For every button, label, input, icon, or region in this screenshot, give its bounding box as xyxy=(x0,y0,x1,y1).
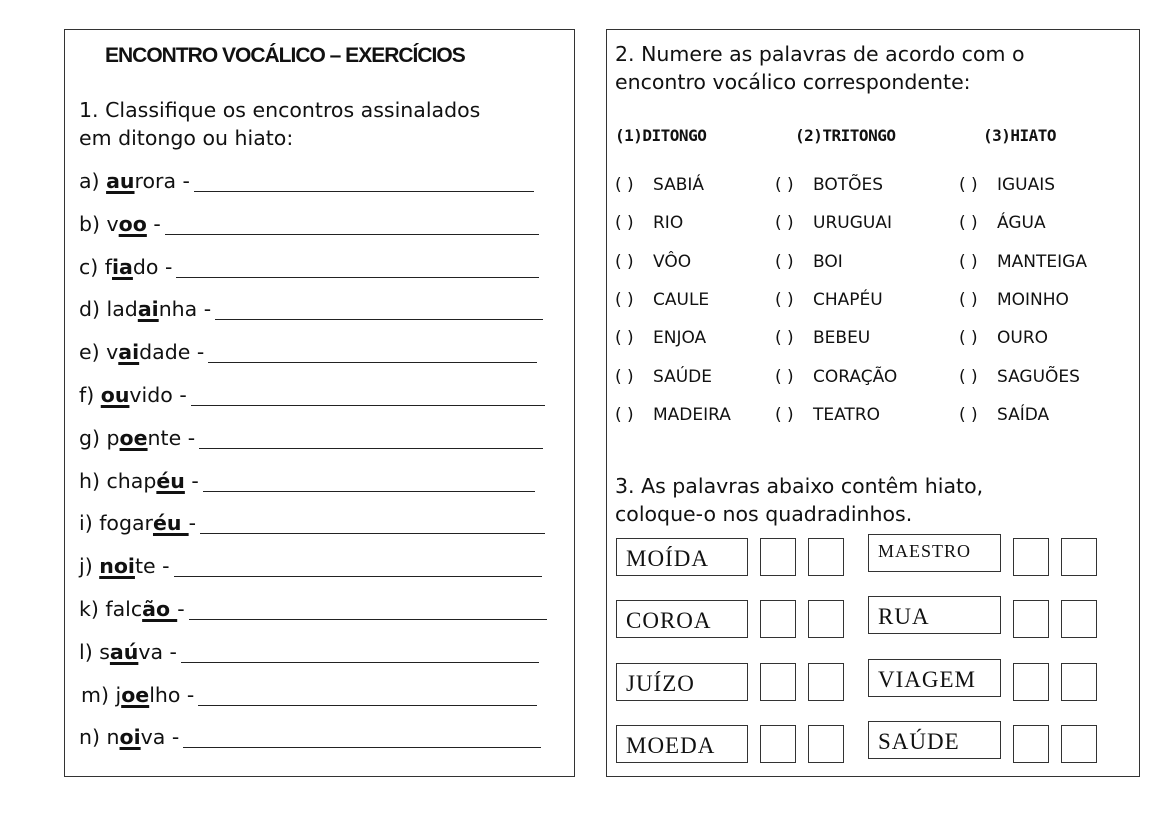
option-word: ÁGUA xyxy=(997,213,1046,234)
answer-line[interactable] xyxy=(194,191,534,192)
word-part: v xyxy=(106,211,119,236)
highlighted-vowel-group: ai xyxy=(137,297,159,322)
exercise-item xyxy=(79,340,569,370)
item-letter: d) xyxy=(79,297,107,322)
highlighted-vowel-group: au xyxy=(106,169,135,193)
word-part: j xyxy=(115,682,122,707)
option-item xyxy=(615,328,706,348)
highlighted-vowel-group: oo xyxy=(118,211,147,236)
item-letter: e) xyxy=(79,340,107,365)
word-part: te - xyxy=(134,554,170,579)
option-item xyxy=(775,213,892,233)
option-word: CORAÇÃO xyxy=(813,366,898,387)
exercise-word xyxy=(79,597,185,621)
exercise-item xyxy=(79,383,569,413)
category-ditongo: (1)DITONGO xyxy=(615,126,707,145)
option-item xyxy=(775,175,883,195)
option-word: VÔO xyxy=(653,251,692,272)
answer-blank[interactable]: ( ) xyxy=(959,366,978,387)
word-part: lad xyxy=(106,297,138,322)
highlighted-vowel-group: oe xyxy=(119,425,148,450)
highlighted-vowel-group: noi xyxy=(99,554,135,579)
word-part: va - xyxy=(140,725,180,750)
answer-line[interactable] xyxy=(174,576,542,577)
hiato-word-box: VIAGEM xyxy=(868,659,1001,697)
item-letter: k) xyxy=(79,597,106,621)
option-item xyxy=(615,175,704,195)
word-part: dade - xyxy=(139,340,205,365)
answer-blank[interactable]: ( ) xyxy=(775,289,794,310)
answer-square[interactable] xyxy=(760,600,796,638)
option-word: SABIÁ xyxy=(653,175,705,195)
exercise-word xyxy=(79,340,204,364)
word-part: lho - xyxy=(149,682,195,707)
option-word: BOTÕES xyxy=(813,175,884,195)
option-word: IGUAIS xyxy=(997,175,1056,195)
item-letter: c) xyxy=(79,254,105,279)
item-letter: i) xyxy=(79,511,100,536)
answer-line[interactable] xyxy=(208,362,537,363)
answer-line[interactable] xyxy=(176,277,539,278)
option-item xyxy=(959,175,1055,195)
item-letter: a) xyxy=(79,169,107,193)
item-letter: j) xyxy=(79,554,100,579)
option-item xyxy=(775,328,870,348)
highlighted-vowel-group: ão xyxy=(142,597,178,621)
answer-square[interactable] xyxy=(1061,538,1097,576)
word-part: falc xyxy=(105,597,143,621)
answer-blank[interactable]: ( ) xyxy=(615,289,634,310)
word-part: rora - xyxy=(134,169,190,193)
option-item xyxy=(615,367,712,387)
word-part: p xyxy=(106,425,120,450)
exercise-word xyxy=(79,554,170,578)
exercise-item xyxy=(79,640,569,670)
answer-blank[interactable]: ( ) xyxy=(959,404,978,425)
option-word: SAÚDE xyxy=(653,366,713,387)
word-part: n xyxy=(106,725,120,750)
answer-blank[interactable]: ( ) xyxy=(775,175,794,195)
answer-square[interactable] xyxy=(760,538,796,576)
answer-blank[interactable]: ( ) xyxy=(775,404,794,425)
category-hiato: (3)HIATO xyxy=(983,126,1057,145)
word-part: nha - xyxy=(158,297,212,322)
option-item xyxy=(775,290,883,310)
exercise-word xyxy=(79,383,187,407)
option-word: MANTEIGA xyxy=(997,251,1087,272)
exercise-item xyxy=(79,297,569,327)
highlighted-vowel-group: ia xyxy=(112,254,133,279)
answer-square[interactable] xyxy=(808,538,844,576)
answer-line[interactable] xyxy=(198,705,537,706)
option-item xyxy=(615,405,731,425)
word-part: - xyxy=(177,597,185,621)
hiato-word-box: JUÍZO xyxy=(616,663,748,701)
hiato-word-box: MOÍDA xyxy=(616,538,748,576)
answer-line[interactable] xyxy=(189,619,547,620)
option-word: URUGUAI xyxy=(813,213,892,234)
highlighted-vowel-group: éu xyxy=(156,468,185,493)
answer-blank[interactable]: ( ) xyxy=(775,213,794,234)
answer-blank[interactable]: ( ) xyxy=(775,328,794,349)
exercise-item xyxy=(79,597,569,627)
answer-blank[interactable]: ( ) xyxy=(959,175,978,195)
answer-square[interactable] xyxy=(808,663,844,701)
word-part: chap xyxy=(106,468,157,493)
exercise-word xyxy=(79,725,179,749)
exercise-word xyxy=(79,169,190,193)
answer-square[interactable] xyxy=(1013,663,1049,701)
exercise-word xyxy=(79,297,211,321)
answer-line[interactable] xyxy=(183,747,541,748)
option-item xyxy=(959,290,1069,310)
item-letter: l) xyxy=(79,639,100,664)
word-part: f xyxy=(104,254,113,279)
word-part: vido - xyxy=(129,383,187,407)
item-letter: g) xyxy=(79,425,107,450)
question-2-text: 2. Numere as palavras de acordo com o encontro vocálico correspondente: xyxy=(615,42,1025,94)
answer-square[interactable] xyxy=(1013,725,1049,763)
answer-line[interactable] xyxy=(165,234,539,235)
answer-square[interactable] xyxy=(1013,600,1049,638)
hiato-word-box: MOEDA xyxy=(616,725,748,763)
item-letter: f) xyxy=(79,383,101,407)
item-letter: m) xyxy=(81,682,116,707)
highlighted-vowel-group: éu xyxy=(152,511,189,536)
exercise-item xyxy=(79,212,569,242)
option-word: ENJOA xyxy=(653,328,707,349)
question-1-text: 1. Classifique os encontros assinalados em ditongo ou hiato: xyxy=(79,98,481,150)
answer-blank[interactable]: ( ) xyxy=(615,404,634,425)
exercise-item xyxy=(79,725,569,755)
exercise-panel-right xyxy=(606,29,1140,777)
word-part: - xyxy=(146,211,161,236)
answer-blank[interactable]: ( ) xyxy=(959,251,978,272)
answer-line[interactable] xyxy=(215,319,543,320)
option-word: CAULE xyxy=(653,289,710,310)
option-word: OURO xyxy=(997,328,1049,349)
exercise-item xyxy=(79,169,569,199)
highlighted-vowel-group: oe xyxy=(121,682,150,707)
option-item xyxy=(959,252,1087,272)
word-part: nte - xyxy=(147,425,196,450)
answer-square[interactable] xyxy=(760,663,796,701)
option-item xyxy=(775,367,897,387)
answer-blank[interactable]: ( ) xyxy=(615,366,634,387)
answer-line[interactable] xyxy=(199,448,543,449)
option-word: RIO xyxy=(653,213,684,234)
option-word: BOI xyxy=(813,251,843,272)
answer-square[interactable] xyxy=(760,725,796,763)
option-word: CHAPÉU xyxy=(813,289,883,310)
option-item xyxy=(775,252,843,272)
answer-line[interactable] xyxy=(200,533,545,534)
answer-blank[interactable]: ( ) xyxy=(615,251,634,272)
exercise-word xyxy=(79,511,196,535)
answer-line[interactable] xyxy=(181,662,539,663)
answer-square[interactable] xyxy=(1061,725,1097,763)
answer-blank[interactable]: ( ) xyxy=(959,213,978,234)
answer-line[interactable] xyxy=(191,405,545,406)
answer-blank[interactable]: ( ) xyxy=(775,366,794,387)
exercise-item xyxy=(79,469,569,499)
word-part: do - xyxy=(132,254,173,279)
question-3-text: 3. As palavras abaixo contêm hiato, coloque-o nos quadradinhos. xyxy=(615,474,984,526)
highlighted-vowel-group: aú xyxy=(109,639,139,664)
answer-square[interactable] xyxy=(808,600,844,638)
item-letter: h) xyxy=(79,468,107,493)
exercise-item xyxy=(79,426,569,456)
option-word: TEATRO xyxy=(813,404,881,425)
hiato-word-box: COROA xyxy=(616,600,748,638)
exercise-word xyxy=(79,255,172,279)
answer-blank[interactable]: ( ) xyxy=(959,328,978,349)
word-part: - xyxy=(188,511,197,536)
option-word: MADEIRA xyxy=(653,404,731,425)
word-part: v xyxy=(106,340,119,365)
exercise-word xyxy=(81,683,194,707)
word-part: fogar xyxy=(99,511,153,536)
exercise-word xyxy=(79,212,161,236)
category-tritongo: (2)TRITONGO xyxy=(795,126,896,145)
word-part: va - xyxy=(138,639,177,664)
answer-square[interactable] xyxy=(1061,663,1097,701)
option-word: SAÍDA xyxy=(997,404,1050,425)
exercise-word xyxy=(79,426,195,450)
hiato-word-box: MAESTRO xyxy=(868,534,1001,572)
item-letter: b) xyxy=(79,211,107,236)
answer-blank[interactable]: ( ) xyxy=(775,251,794,272)
item-letter: n) xyxy=(79,725,107,750)
option-item xyxy=(615,290,709,310)
option-item xyxy=(959,367,1080,387)
answer-square[interactable] xyxy=(1013,538,1049,576)
option-item xyxy=(959,328,1048,348)
exercise-item xyxy=(79,255,569,285)
answer-blank[interactable]: ( ) xyxy=(615,328,634,349)
hiato-word-box: SAÚDE xyxy=(868,721,1001,759)
option-item xyxy=(775,405,880,425)
worksheet-title: ENCONTRO VOCÁLICO – EXERCÍCIOS xyxy=(105,44,465,67)
highlighted-vowel-group: ou xyxy=(100,383,130,407)
answer-square[interactable] xyxy=(1061,600,1097,638)
answer-square[interactable] xyxy=(808,725,844,763)
option-word: SAGUÕES xyxy=(997,366,1080,387)
exercise-item xyxy=(79,511,569,541)
word-part: s xyxy=(99,639,110,664)
option-item xyxy=(615,213,683,233)
highlighted-vowel-group: ai xyxy=(118,340,140,365)
option-word: MOINHO xyxy=(997,289,1069,310)
exercise-word xyxy=(79,640,177,664)
answer-line[interactable] xyxy=(203,491,535,492)
answer-blank[interactable]: ( ) xyxy=(615,175,634,195)
highlighted-vowel-group: oi xyxy=(119,725,141,750)
answer-blank[interactable]: ( ) xyxy=(615,213,634,234)
option-item xyxy=(959,405,1049,425)
option-item xyxy=(959,213,1046,233)
option-item xyxy=(615,252,691,272)
answer-blank[interactable]: ( ) xyxy=(959,289,978,310)
option-word: BEBEU xyxy=(813,328,871,349)
word-part: - xyxy=(184,468,199,493)
exercise-item xyxy=(79,554,569,584)
exercise-item xyxy=(81,683,571,713)
hiato-word-box: RUA xyxy=(868,596,1001,634)
exercise-word xyxy=(79,469,199,493)
exercise-panel-left xyxy=(64,29,575,777)
